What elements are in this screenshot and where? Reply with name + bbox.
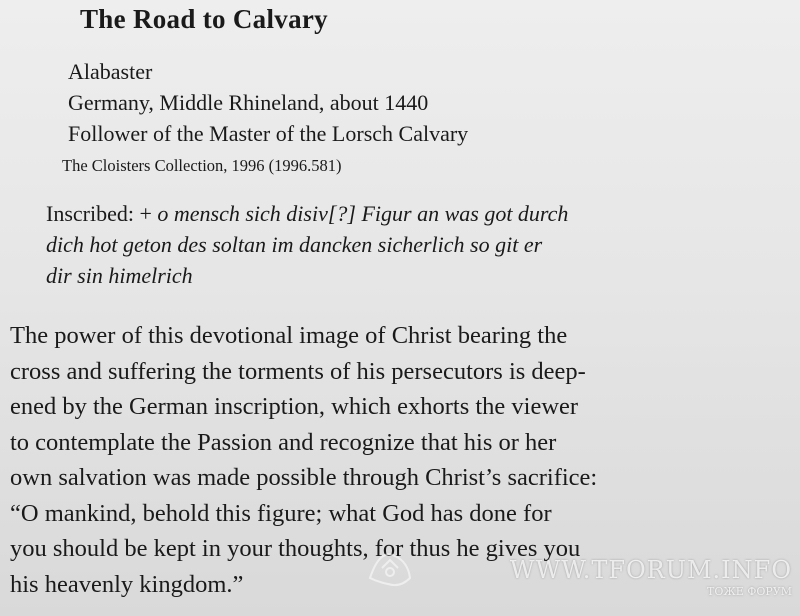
inscription-text-1: o mensch sich disiv[?] Figur an was got durch [157,201,569,226]
artwork-details [68,56,468,149]
inscription-line-3: dir sin himelrich [46,263,193,288]
site-watermark [510,556,792,598]
artwork-attribution: Follower of the Master of the Lorsch Calvary [68,121,469,146]
description-line: The power of this devotional image of Christ bearing the [10,322,568,349]
inscription-prefix: Inscribed: + [46,201,158,226]
description-line: you should be kept in your thoughts, for thus he gives you [10,535,581,562]
description-line: “O mankind, behold this figure; what God has done for [10,499,552,527]
watermark-site: WWW.TFORUM.INFO [509,556,792,584]
artwork-origin: Germany, Middle Rhineland, about 1440 [68,90,429,115]
artwork-medium: Alabaster [68,59,153,84]
collection-credit: The Cloisters Collection, 1996 (1996.581) [62,156,342,175]
description-line: own salvation was made possible through Christ’s sacrifice: [10,464,598,491]
description-line: to contemplate the Passion and recognize that his or her [10,428,557,456]
description-line: cross and suffering the torments of his persecutors is deep- [10,357,586,385]
description-line: his heavenly kingdom.” [10,570,244,598]
description-line: ened by the German inscription, which exhorts the viewer [10,393,579,420]
inscription-line-2: dich hot geton des soltan im dancken sicherlich so git er [46,232,543,257]
artwork-title: The Road to Calvary [80,4,328,34]
watermark-tagline: ТОЖЕ ФОРУМ [706,585,792,598]
inscription-block [46,198,568,291]
inscription-line-1 [46,198,568,229]
watermark-logo-icon [360,538,420,598]
